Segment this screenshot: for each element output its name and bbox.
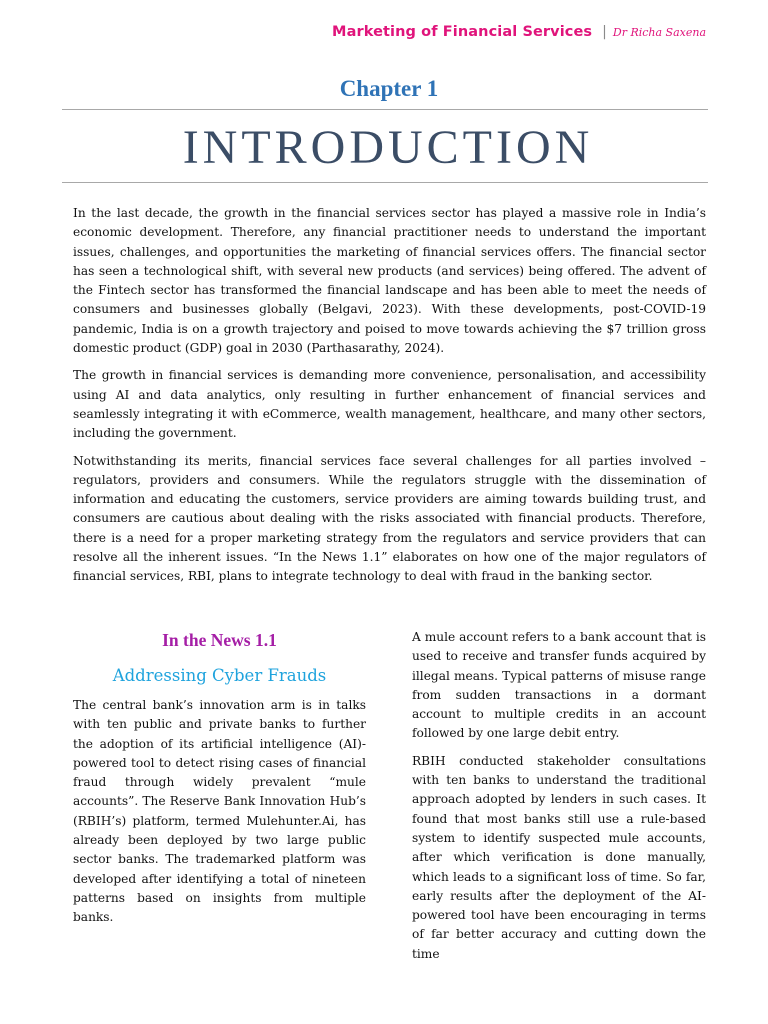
title-rule-bottom: [62, 182, 708, 183]
intro-section: [73, 204, 706, 595]
running-header: [332, 24, 706, 40]
title-rule-top: [62, 109, 708, 110]
intro-paragraph-3: Notwithstanding its merits, financial services face several challenges for all parties involved – regulators, providers and consumers. While the regulators struggle with the dissemination of information and educating the customers, service providers are aiming towards building trust, and consumers are cautious about dealing with the risks associated with financial products. Therefore, there is a need for a proper marketing strategy from the regulators and service providers that can resolve all the inherent issues. “In the News 1.1” elaborates on how one of the major regulators of financial services, RBI, plans to integrate technology to deal with fraud in the banking sector.: [73, 453, 706, 584]
news-left-paragraph-1: The central bank’s innovation arm is in talks with ten public and private banks to further the adoption of its artificial intelligence (AI)-powered tool to detect rising cases of financial fraud through widely prevalent “mule accounts”. The Reserve Bank Innovation Hub’s (RBIH’s) platform, termed Mulehunter.Ai, has already been deployed by two large public sector banks. The trademarked platform was developed after identifying a total of nineteen patterns based on insights from multiple banks.: [73, 698, 366, 925]
author-name: Dr Richa Saxena: [612, 26, 706, 39]
book-title: Marketing of Financial Services: [332, 24, 593, 40]
news-right-paragraph-1: A mule account refers to a bank account that is used to receive and transfer funds acquired by illegal means. Typical patterns of misuse range from sudden transactions in a dormant account to multiple credits in an account followed by one large debit entry.: [412, 630, 706, 741]
header-separator: |: [602, 24, 607, 40]
news-box-title: Addressing Cyber Frauds: [112, 666, 327, 685]
news-column-left: [73, 626, 366, 936]
news-right-paragraph-2: RBIH conducted stakeholder consultations with ten banks to understand the traditional approach adopted by lenders in such cases. It found that most banks still use a rule-based system to identify suspected mule accounts, after which verification is done manually, which leads to a significant loss of time. So far, early results after the deployment of the AI-powered tool have been encouraging in terms of far better accuracy and cutting down the time: [412, 753, 706, 961]
chapter-label: Chapter 1: [339, 76, 439, 101]
news-column-right: [412, 628, 706, 972]
intro-paragraph-2: The growth in financial services is demanding more convenience, personalisation, and accessibility using AI and data analytics, only resulting in further enhancement of financial services and seamlessly integrating it with eCommerce, wealth management, healthcare, and many other sectors, including the government.: [73, 368, 706, 441]
intro-paragraph-1: In the last decade, the growth in the financial services sector has played a massive role in India’s economic development. Therefore, any financial practitioner needs to understand the important issues, challenges, and opportunities the marketing of financial services offers. The financial sector has seen a technological shift, with several new products (and services) being offered. The advent of the Fintech sector has transformed the financial landscape and has been able to meet the needs of consumers and businesses globally (Belgavi, 2023). With these developments, post-COVID-19 pandemic, India is on a growth trajectory and poised to move towards achieving the $7 trillion gross domestic product (GDP) goal in 2030 (Parthasarathy, 2024).: [73, 206, 706, 356]
news-box-label: In the News 1.1: [162, 630, 277, 650]
chapter-title: INTRODUCTION: [182, 121, 594, 174]
